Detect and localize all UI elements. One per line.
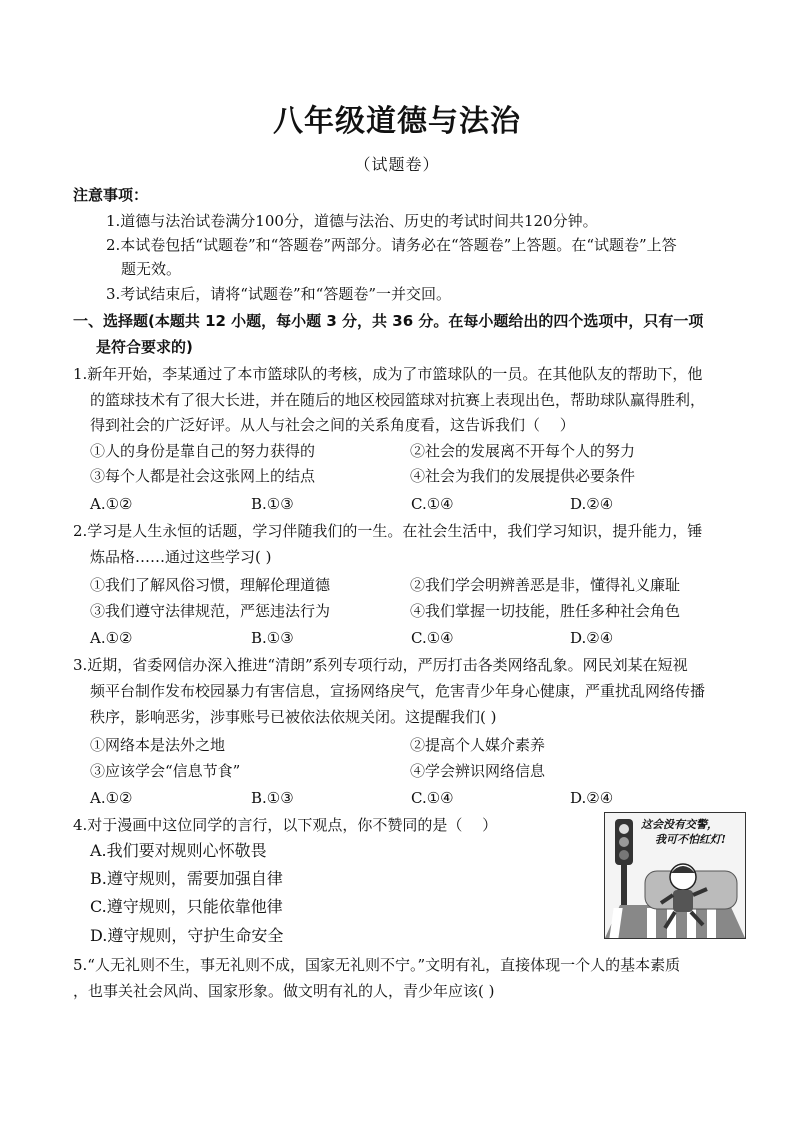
q3-choice-b: B.①③ bbox=[251, 789, 294, 807]
q1-statement-1: ①人的身份是靠自己的努力获得的 bbox=[90, 442, 316, 460]
q3-statement-3: ③应该学会“信息节食” bbox=[90, 762, 241, 780]
question-5-text: 5.“人无礼则不生，事无礼则不成，国家无礼则不宁。”文明有礼，直接体现一个人的基本素质 bbox=[73, 956, 681, 974]
q1-choice-c: C.①④ bbox=[411, 495, 454, 513]
q1-statement-3: ③每个人都是社会这张网上的结点 bbox=[90, 467, 316, 485]
question-5-text: ，也事关社会风尚、国家形象。做文明有礼的人，青少年应该( ) bbox=[73, 982, 495, 1000]
q3-choice-d: D.②④ bbox=[570, 789, 614, 807]
notice-item: 2.本试卷包括“试题卷”和“答题卷”两部分。请务必在“答题卷”上答题。在“试题卷”上答 bbox=[106, 236, 677, 254]
section-heading: 一、选择题(本题共 12 小题，每小题 3 分，共 36 分。在每小题给出的四个选项中，只有一项 bbox=[73, 312, 704, 330]
question-2-text: 2.学习是人生永恒的话题，学习伴随我们的一生。在社会生活中，我们学习知识，提升能力，锤 bbox=[73, 522, 703, 540]
question-3-text: 秩序，影响恶劣，涉事账号已被依法依规关闭。这提醒我们( ) bbox=[90, 708, 497, 726]
notice-heading: 注意事项： bbox=[73, 186, 149, 204]
comic-illustration bbox=[604, 812, 746, 939]
q1-statement-2: ②社会的发展离不开每个人的努力 bbox=[410, 442, 636, 460]
q4-choice-c: C.遵守规则，只能依靠他律 bbox=[90, 897, 283, 916]
q2-statement-2: ②我们学会明辨善恶是非，懂得礼义廉耻 bbox=[410, 576, 681, 594]
q1-statement-4: ④社会为我们的发展提供必要条件 bbox=[410, 467, 636, 485]
q3-statement-1: ①网络本是法外之地 bbox=[90, 736, 226, 754]
q1-choice-a: A.①② bbox=[90, 495, 133, 513]
q2-choice-c: C.①④ bbox=[411, 629, 454, 647]
page-title: 八年级道德与法治 bbox=[273, 104, 521, 139]
q3-statement-2: ②提高个人媒介素养 bbox=[410, 736, 546, 754]
question-2-text: 炼品格……通过这些学习( ) bbox=[90, 548, 272, 566]
q2-statement-1: ①我们了解风俗习惯，理解伦理道德 bbox=[90, 576, 331, 594]
q2-choice-d: D.②④ bbox=[570, 629, 614, 647]
page-subtitle: （试题卷） bbox=[354, 155, 440, 174]
notice-item: 1.道德与法治试卷满分100分，道德与法治、历史的考试时间共120分钟。 bbox=[106, 212, 598, 230]
q3-choice-a: A.①② bbox=[90, 789, 133, 807]
comic-caption-line: 这会没有交警， bbox=[641, 818, 718, 831]
q2-statement-4: ④我们掌握一切技能，胜任多种社会角色 bbox=[410, 602, 681, 620]
q4-choice-b: B.遵守规则，需要加强自律 bbox=[90, 869, 283, 888]
q2-statement-3: ③我们遵守法律规范，严惩违法行为 bbox=[90, 602, 331, 620]
q4-choice-d: D.遵守规则，守护生命安全 bbox=[90, 926, 284, 945]
q2-choice-b: B.①③ bbox=[251, 629, 294, 647]
q3-choice-c: C.①④ bbox=[411, 789, 454, 807]
q1-choice-b: B.①③ bbox=[251, 495, 294, 513]
q3-statement-4: ④学会辨识网络信息 bbox=[410, 762, 546, 780]
notice-item: 3.考试结束后，请将“试题卷”和“答题卷”一并交回。 bbox=[106, 285, 451, 303]
q4-choice-a: A.我们要对规则心怀敬畏 bbox=[90, 841, 267, 860]
question-1-text: 的篮球技术有了很大长进，并在随后的地区校园篮球对抗赛上表现出色，帮助球队赢得胜利， bbox=[90, 391, 706, 409]
section-heading: 是符合要求的) bbox=[96, 338, 193, 356]
question-4-text: 4.对于漫画中这位同学的言行，以下观点，你不赞同的是（ ） bbox=[73, 816, 498, 834]
comic-caption-line: 我可不怕红灯! bbox=[655, 833, 726, 846]
comic-caption bbox=[641, 817, 726, 847]
question-1-text: 得到社会的广泛好评。从人与社会之间的关系角度看，这告诉我们（ ） bbox=[90, 416, 575, 434]
question-1-text: 1.新年开始，李某通过了本市篮球队的考核，成为了市篮球队的一员。在其他队友的帮助下，他 bbox=[73, 365, 703, 383]
notice-item: 题无效。 bbox=[121, 260, 182, 278]
question-3-text: 频平台制作发布校园暴力有害信息，宣扬网络戾气，危害青少年身心健康，严重扰乱网络传播 bbox=[90, 682, 706, 700]
q2-choice-a: A.①② bbox=[90, 629, 133, 647]
question-3-text: 3.近期，省委网信办深入推进“清朗”系列专项行动，严厉打击各类网络乱象。网民刘某在短视 bbox=[73, 656, 688, 674]
q1-choice-d: D.②④ bbox=[570, 495, 614, 513]
